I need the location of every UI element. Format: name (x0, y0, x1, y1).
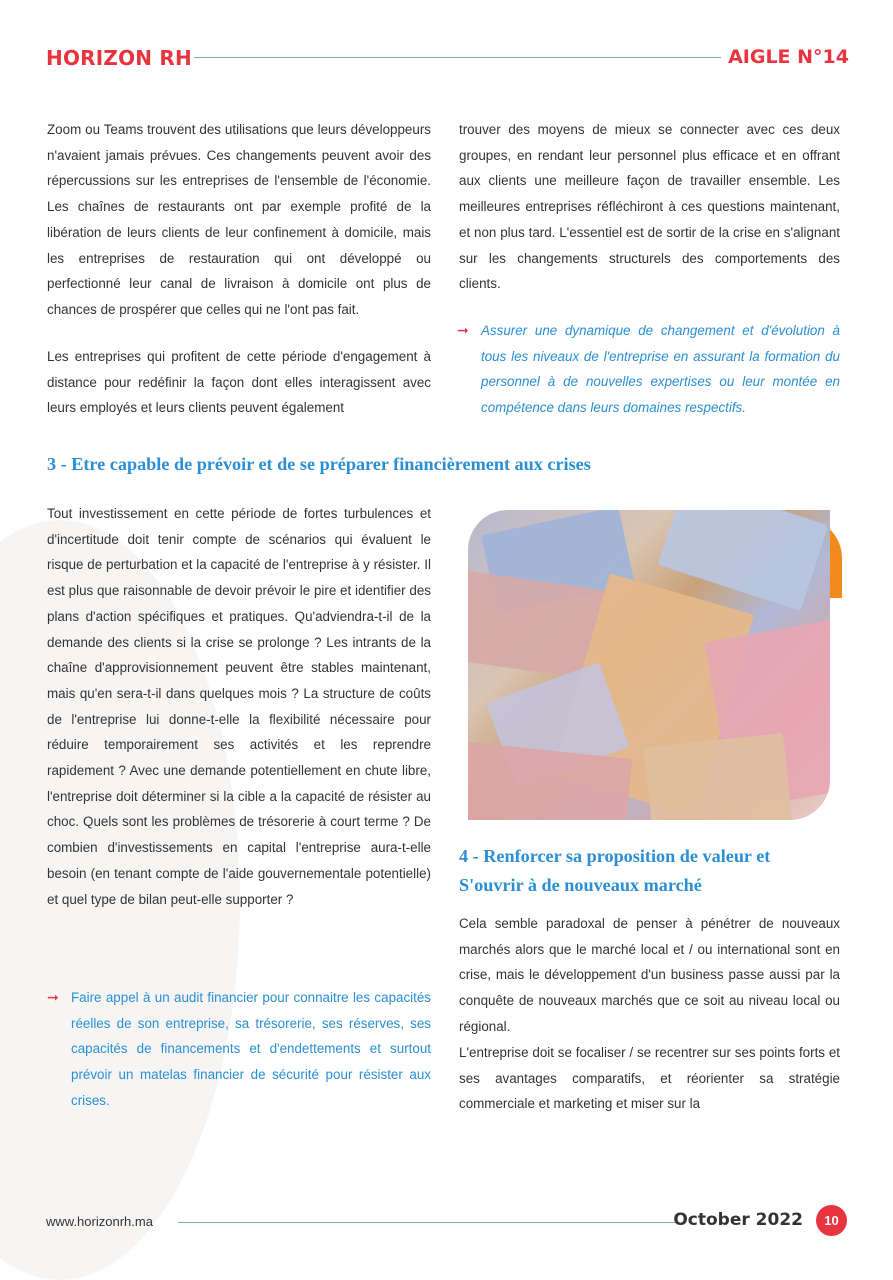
col2-top-paragraph: trouver des moyens de mieux se connecter avec ces deux groupes, en rendant leur personnel plus efficace et en offrant aux clients une meilleure façon de travailler ensemble. Les meilleures entreprises réfléchiront à ces questions maintenant, et non plus tard. L'essentiel est de sortir de la crise en s'alignant sur les changements structurels des comportements des clients. (459, 122, 840, 292)
col2-bottom-paragraph: Cela semble paradoxal de penser à pénétrer de nouveaux marchés alors que le marché local et / ou international sont en crise, mais le développement d'un business passe aussi par la conquête de nouveaux marchés que ce soit au niveau local ou régional. (459, 916, 840, 1034)
photo-image (468, 510, 830, 820)
bullet-text: Faire appel à un audit financier pour connaitre les capacités réelles de son entreprise, sa trésorerie, ses réserves, ses capacités de financements et d'endettements et surtout prévoir un matelas financier de sécurité pour résister aux crises. (71, 990, 431, 1108)
section-3-title: 3 - Etre capable de prévoir et de se préparer financièrement aux crises (47, 454, 591, 474)
issue-number: AIGLE N°14 (728, 46, 849, 68)
header-divider (194, 57, 721, 58)
brand-logo: HORIZON RH (46, 46, 192, 70)
arrow-icon: ➞ (457, 322, 469, 338)
col1-top-paragraph-2: Les entreprises qui profitent de cette période d'engagement à distance pour redéfinir la façon dont elles interagissent avec leurs employés et leurs clients peuvent également (47, 349, 431, 416)
col1-mid-paragraph: Tout investissement en cette période de fortes turbulences et d'incertitude doit tenir compte de scénarios qui évaluent le risque de perturbation et la capacité de l'entreprise à y résister. Il est plus que raisonnable de devoir prévoir le pire et identifier des plans d'action spécifiques et pratiques. Qu'adviendra-t-il de la demande des clients si la crise se prolonge ? Les intrants de la chaîne d'approvisionnement peuvent être stables maintenant, mais qu'en sera-t-il dans quelques mois ? La structure de coûts de l'entreprise lui donne-t-elle la flexibilité nécessaire pour réduire temporairement ses activités et les reprendre rapidement ? Avec une demande potentiellement en chute libre, l'entreprise doit déterminer si la cible a la capacité de résister au choc. Quels sont les problèmes de trésorerie à court terme ? De combien d'investissements en capital l'entreprise aura-t-elle besoin (en tenant compte de l'aide gouvernementale potentielle) et quel type de bilan peut-elle supporter ? (47, 506, 431, 907)
arrow-icon: ➞ (47, 989, 59, 1005)
col1-top-paragraph: Zoom ou Teams trouvent des utilisations que leurs développeurs n'avaient jamais prévues. Ces changements peuvent avoir des répercussions sur les entreprises de l'ensemble de l'économie. Les chaînes de restaurants ont par exemple profité de la libération de leurs clients de leur confinement à domicile, mais les entreprises de restauration qui ont développé ou perfectionné leur canal de livraison à domicile ont plus de chances de prospérer que celles qui ne l'ont pas fait. (47, 122, 431, 317)
issue-date: October 2022 (673, 1210, 803, 1230)
bullet-text: Assurer une dynamique de changement et d'évolution à tous les niveaux de l'entreprise en assurant la formation du personnel à de nouvelles expertises ou leur montée en compétence dans leurs domaines respectifs. (481, 323, 840, 416)
bullet-item-training (457, 318, 840, 421)
euro-banknotes-photo (468, 510, 836, 820)
section-4-title: 4 - Renforcer sa proposition de valeur et S'ouvrir à de nouveaux marché (459, 846, 771, 895)
bullet-item-audit (47, 985, 431, 1114)
page-number: 10 (816, 1205, 847, 1236)
page-header (0, 42, 893, 78)
page-footer (0, 1208, 893, 1242)
website-link[interactable]: www.horizonrh.ma (46, 1214, 153, 1229)
footer-divider (178, 1222, 675, 1223)
col2-bottom-paragraph-2: L'entreprise doit se focaliser / se recentrer sur ses points forts et ses avantages comparatifs, et réorienter sa stratégie commerciale et marketing et miser sur la (459, 1045, 840, 1112)
